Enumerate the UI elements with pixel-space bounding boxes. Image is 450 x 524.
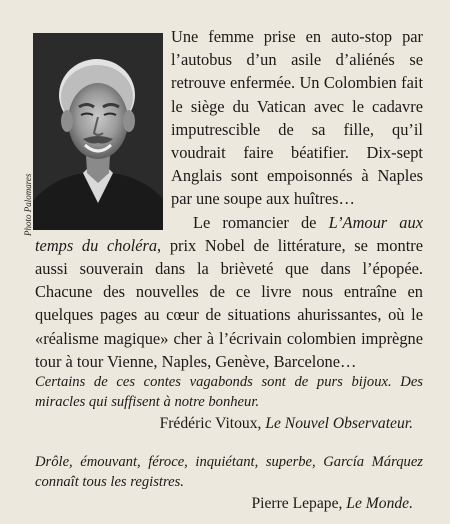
review-attribution-2: [251, 495, 413, 513]
review-source-2: Le Monde.: [346, 495, 413, 512]
photo-spacer: [35, 25, 171, 233]
blurb-p2-intro: Le romancier de: [193, 212, 329, 232]
blurb: [35, 25, 423, 373]
blurb-paragraph-1: Une femme prise en auto-stop par l’autobus d’un asile d’aliénés se retrouve enfermée. Un Colombien fait le siège du Vatican avec le cadavre imputrescible de sa fille, qu’il voudrait faire béatifier. Dix-sept Anglais sont empoisonnés à Naples par une soupe aux huîtres…: [171, 27, 423, 209]
review-author-1: Frédéric Vitoux,: [159, 415, 266, 432]
blurb-p2-body: , prix Nobel de littérature, se montre aussi souverain dans la brièveté que dans l’épopée. Chacune des nouvelles de ce livre nous entraîne en quelques pages au cœur de situations ahurissantes, où le «réalisme magique» cher à l’écrivain colombien imprègne tour à tour Vienne, Naples, Genève, Barcelone…: [35, 235, 423, 371]
review-author-2: Pierre Lepape,: [251, 495, 347, 512]
review-quote-1: Certains de ces contes vagabonds sont de purs bijoux. Des miracles qui suffisent à notre bonheur.: [35, 374, 423, 410]
review-attribution-1: [160, 415, 413, 433]
book-title: L’Amour aux temps du choléra: [35, 212, 423, 255]
blurb-paragraph-2: [35, 211, 423, 373]
photo-credit: Photo Palomares: [23, 173, 33, 236]
review-quote-2: Drôle, émouvant, féroce, inquiétant, superbe, García Márquez connaît tous les registres.: [35, 454, 423, 490]
review-source-1: Le Nouvel Observateur.: [265, 415, 413, 432]
